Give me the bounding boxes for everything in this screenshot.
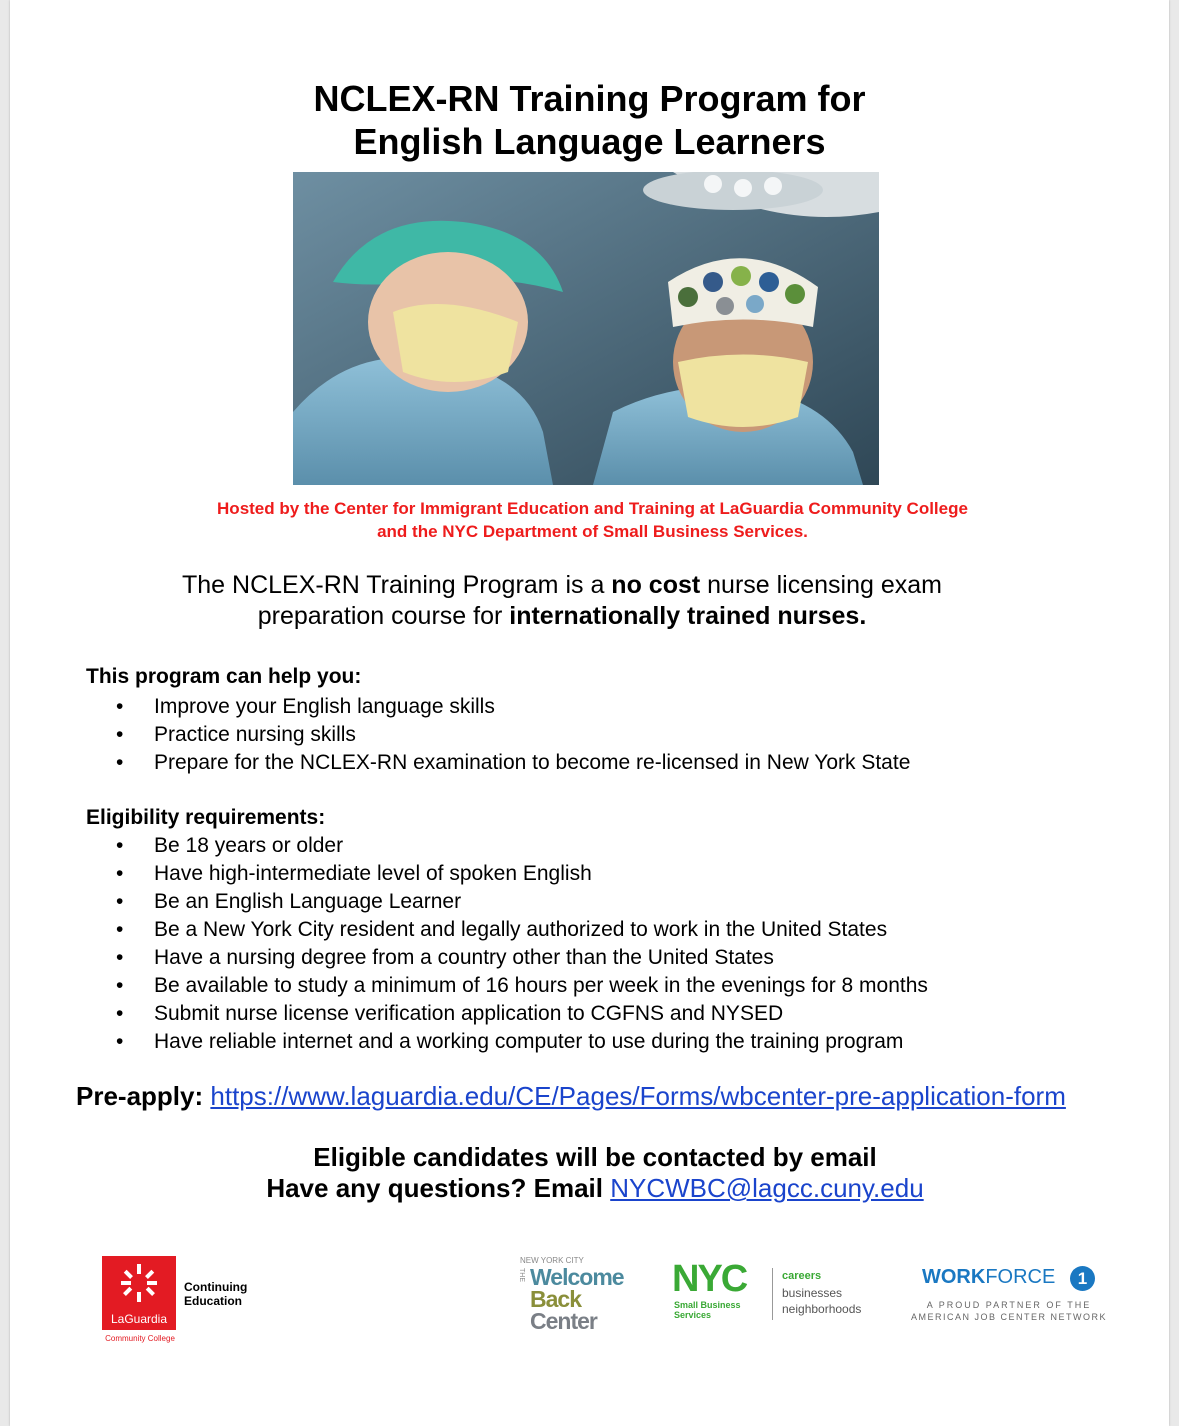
logo-text: A PROUD PARTNER OF THE — [926, 1300, 1092, 1310]
logo-text: Welcome — [530, 1264, 624, 1290]
welcome-back-center-logo — [518, 1256, 638, 1336]
nyc-sbs-logo — [672, 1258, 882, 1324]
list-item: • Have reliable internet and a working computer to use during the training program — [86, 1028, 928, 1056]
laguardia-wordmark: LaGuardia — [110, 1312, 168, 1326]
contact-line-2 — [0, 1173, 1179, 1204]
list-item: • Be a New York City resident and legally authorized to work in the United States — [86, 916, 928, 944]
laguardia-logo — [100, 1256, 260, 1346]
laguardia-subtitle: Community College — [105, 1334, 175, 1343]
intro-text: nurse licensing exam — [700, 571, 942, 599]
logo-text: Continuing — [184, 1280, 248, 1294]
workforce-wordmark — [922, 1266, 1055, 1289]
list-item: • Improve your English language skills — [86, 693, 910, 721]
contact-prefix: Have any questions? Email — [266, 1173, 611, 1203]
logo-text: careers — [782, 1270, 822, 1282]
logo-divider — [772, 1268, 773, 1320]
logo-text: businesses — [782, 1286, 843, 1300]
hosted-line-1: Hosted by the Center for Immigrant Education and Training at LaGuardia Community College — [217, 499, 968, 518]
logo-text: neighborhoods — [782, 1302, 862, 1316]
logo-text: WORK — [922, 1266, 986, 1288]
logo-text: AMERICAN JOB CENTER NETWORK — [910, 1312, 1107, 1322]
logo-text: Back — [530, 1286, 581, 1312]
hosted-line-2: and the NYC Department of Small Business Services. — [377, 522, 808, 541]
nurses-photo — [293, 172, 879, 485]
intro-emphasis-no-cost: no cost — [611, 571, 701, 599]
nyc-mark: NYC — [672, 1258, 747, 1300]
list-item: • Submit nurse license verification application to CGFNS and NYSED — [86, 1000, 928, 1028]
nurses-photo-illustration — [293, 172, 879, 485]
intro-line-2 — [0, 601, 1124, 632]
list-item: • Be an English Language Learner — [86, 888, 928, 916]
list-item: • Have high-intermediate level of spoken English — [86, 860, 928, 888]
title-line-2: English Language Learners — [353, 121, 826, 162]
hosted-by-notice — [0, 497, 1179, 543]
logo-text: NEW YORK CITY — [520, 1256, 584, 1265]
contact-info — [0, 1142, 1179, 1204]
logo-text: Services — [674, 1310, 712, 1320]
logo-text: FORCE — [985, 1266, 1056, 1288]
list-item: • Practice nursing skills — [86, 721, 910, 749]
page-title — [0, 77, 1179, 163]
list-item: • Have a nursing degree from a country other than the United States — [86, 944, 928, 972]
pre-apply-label: Pre-apply: — [76, 1081, 204, 1111]
help-heading: This program can help you: — [86, 665, 362, 688]
logo-text: Center — [530, 1308, 597, 1334]
continuing-education-label — [184, 1280, 247, 1308]
intro-line-1 — [0, 570, 1124, 601]
eligibility-heading: Eligibility requirements: — [86, 806, 326, 829]
contact-email-link[interactable]: NYCWBC@lagcc.cuny.edu — [610, 1173, 924, 1203]
list-item: • Be 18 years or older — [86, 832, 928, 860]
logo-text: Small Business — [674, 1300, 741, 1310]
title-line-1: NCLEX-RN Training Program for — [313, 78, 866, 119]
list-item: • Be available to study a minimum of 16 hours per week in the evenings for 8 months — [86, 972, 928, 1000]
program-intro — [0, 570, 1124, 632]
intro-text: preparation course for — [257, 602, 510, 630]
logo-text: Education — [184, 1294, 243, 1308]
help-list — [86, 693, 910, 777]
pre-apply — [76, 1080, 1066, 1112]
intro-emphasis-nurses: internationally trained nurses. — [509, 602, 867, 630]
contact-line-1: Eligible candidates will be contacted by email — [313, 1142, 877, 1172]
workforce1-logo — [904, 1264, 1119, 1324]
pre-apply-link[interactable]: https://www.laguardia.edu/CE/Pages/Forms/wbcenter-pre-application-form — [210, 1081, 1066, 1111]
laguardia-logo-mark — [102, 1256, 176, 1330]
workforce-number-badge: 1 — [1070, 1266, 1095, 1291]
logo-text: THE — [518, 1268, 525, 1282]
intro-text: The NCLEX-RN Training Program is a — [181, 571, 612, 599]
list-item: • Prepare for the NCLEX-RN examination to become re-licensed in New York State — [86, 749, 910, 777]
eligibility-list — [86, 832, 928, 1056]
